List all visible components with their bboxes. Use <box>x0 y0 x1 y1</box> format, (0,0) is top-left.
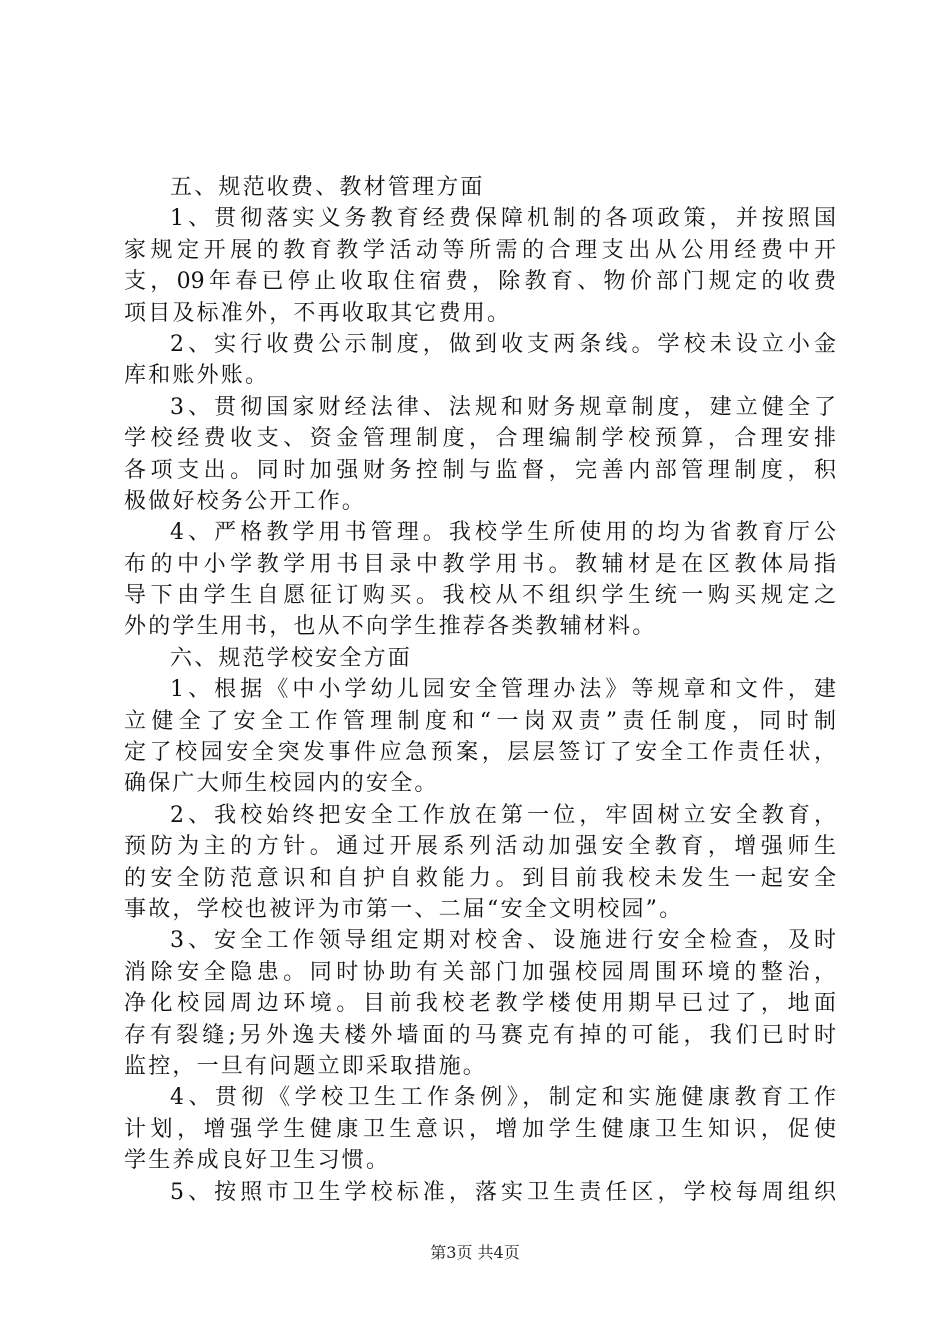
text-line: 支，09年春已停止收取住宿费，除教育、物价部门规定的收费 <box>124 269 836 295</box>
text-line: 项目及标准外，不再收取其它费用。 <box>124 300 512 326</box>
text-line: 极做好校务公开工作。 <box>124 488 367 514</box>
text-line: 学生养成良好卫生习惯。 <box>124 1148 391 1174</box>
text-line: 3、安全工作领导组定期对校舍、设施进行安全检查，及时 <box>170 928 836 954</box>
text-line: 2、实行收费公示制度，做到收支两条线。学校未设立小金 <box>170 331 836 357</box>
text-line: 定了校园安全突发事件应急预案，层层签订了安全工作责任状， <box>124 740 836 766</box>
text-line: 预防为主的方针。通过开展系列活动加强安全教育，增强师生 <box>124 834 836 860</box>
text-line: 布的中小学教学用书目录中教学用书。教辅材是在区教体局指 <box>124 551 836 577</box>
text-line: 家规定开展的教育教学活动等所需的合理支出从公用经费中开 <box>124 237 836 263</box>
text-line: 监控，一旦有问题立即采取措施。 <box>124 1053 488 1079</box>
text-line: 4、贯彻《学校卫生工作条例》，制定和实施健康教育工作 <box>170 1085 836 1111</box>
text-line: 的安全防范意识和自护自救能力。到目前我校未发生一起安全 <box>124 865 836 891</box>
text-line: 1、根据《中小学幼儿园安全管理办法》等规章和文件，建 <box>170 677 836 703</box>
page-footer: 第3页 共4页 <box>430 1243 520 1262</box>
text-line: 净化校园周边环境。目前我校老教学楼使用期早已过了，地面 <box>124 991 836 1017</box>
document-body <box>124 172 836 1208</box>
text-line: 立健全了安全工作管理制度和“一岗双责”责任制度，同时制 <box>124 708 836 734</box>
text-line: 4、严格教学用书管理。我校学生所使用的均为省教育厅公 <box>170 520 836 546</box>
text-line: 五、规范收费、教材管理方面 <box>170 175 485 200</box>
text-line: 学校经费收支、资金管理制度，合理编制学校预算，合理安排 <box>124 426 836 452</box>
text-line: 3、贯彻国家财经法律、法规和财务规章制度，建立健全了 <box>170 394 836 420</box>
text-line: 导下由学生自愿征订购买。我校从不组织学生统一购买规定之 <box>124 583 836 609</box>
text-line: 计划，增强学生健康卫生意识，增加学生健康卫生知识，促使 <box>124 1116 836 1142</box>
text-line: 事故，学校也被评为市第一、二届“安全文明校园”。 <box>124 896 684 922</box>
text-line: 2、我校始终把安全工作放在第一位，牢固树立安全教育， <box>170 802 836 828</box>
text-line: 确保广大师生校园内的安全。 <box>124 771 439 797</box>
text-line: 六、规范学校安全方面 <box>170 645 413 671</box>
text-line: 库和账外账。 <box>124 363 270 389</box>
text-line: 各项支出。同时加强财务控制与监督，完善内部管理制度，积 <box>124 457 836 483</box>
text-line: 外的学生用书，也从不向学生推荐各类教辅材料。 <box>124 614 657 640</box>
text-line: 5、按照市卫生学校标准，落实卫生责任区，学校每周组织 <box>170 1179 836 1205</box>
text-line: 存有裂缝;另外逸夫楼外墙面的马赛克有掉的可能，我们已时时 <box>124 1022 836 1048</box>
text-line: 消除安全隐患。同时协助有关部门加强校园周围环境的整治， <box>124 959 836 985</box>
text-line: 1、贯彻落实义务教育经费保障机制的各项政策，并按照国 <box>170 206 836 232</box>
